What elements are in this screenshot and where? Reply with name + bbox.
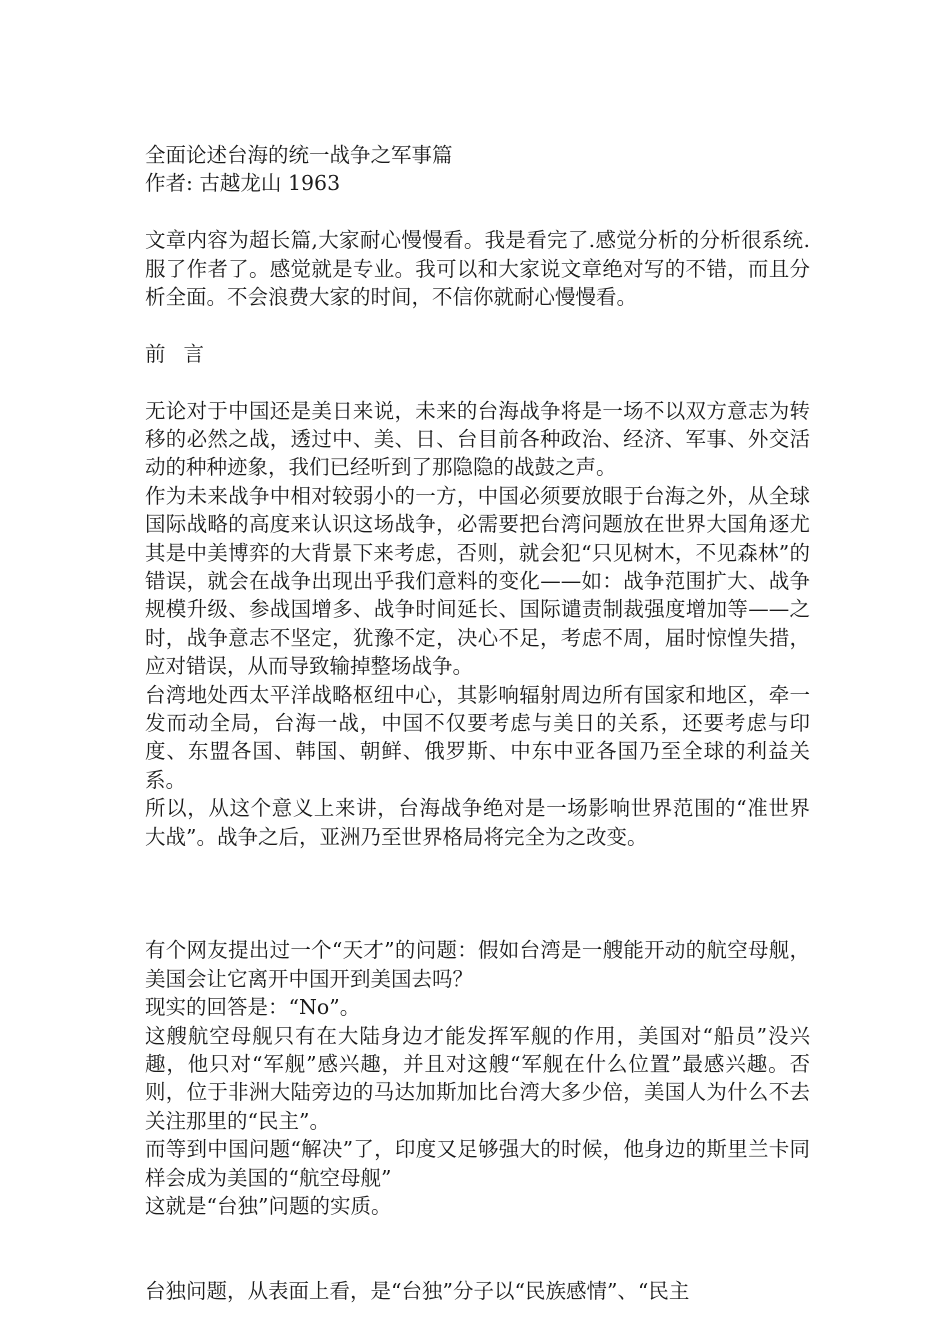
body-paragraph: 所以，从这个意义上来讲，台海战争绝对是一场影响世界范围的“准世界大战”。战争之后，亚洲乃至世界格局将完全为之改变。 — [145, 796, 810, 849]
body-paragraph: 台湾地处西太平洋战略枢纽中心，其影响辐射周边所有国家和地区，牵一发而动全局，台海一战，中国不仅要考虑与美日的关系，还要考虑与印度、东盟各国、韩国、朝鲜、俄罗斯、中东中亚各国乃至全球的利益关系。 — [145, 682, 810, 792]
spacer — [145, 198, 810, 226]
body-paragraph: 有个网友提出过一个“天才”的问题：假如台湾是一艘能开动的航空母舰，美国会让它离开中国开到美国去吗？ — [145, 938, 810, 991]
body-paragraph: 无论对于中国还是美日来说，未来的台海战争将是一场不以双方意志为转移的必然之战，透过中、美、日、台目前各种政治、经济、军事、外交活动的种种迹象，我们已经听到了那隐隐的战鼓之声。 — [145, 398, 810, 480]
body-paragraph: 现实的回答是：“No”。 — [145, 995, 361, 1020]
body-paragraph: 作为未来战争中相对较弱小的一方，中国必须要放眼于台海之外，从全球国际战略的高度来认识这场战争，必需要把台湾问题放在世界大国角逐尤其是中美博弈的大背景下来考虑，否则，就会犯“只见树木，不见森林”的错误，就会在战争出现出乎我们意料的变化——如：战争范围扩大、战争规模升级、参战国增多、战争时间延长、国际谴责制裁强度增加等——之时，战争意志不坚定，犹豫不定，决心不足，考虑不周，届时惊惶失措，应对错误，从而导致输掉整场战争。 — [145, 483, 810, 679]
document-body — [145, 141, 810, 1306]
spacer — [145, 1220, 810, 1277]
body-paragraph: 而等到中国问题“解决”了，印度又足够强大的时候，他身边的斯里兰卡同样会成为美国的“航空母舰” — [145, 1137, 810, 1190]
author-line: 作者: 古越龙山 1963 — [145, 171, 341, 196]
preface-char: 言 — [183, 341, 204, 366]
spacer — [145, 311, 810, 339]
body-paragraph: 台独问题，从表面上看，是“台独”分子以“民族感情”、“民主 — [145, 1279, 690, 1304]
document-title: 全面论述台海的统一战争之军事篇 — [145, 143, 453, 167]
spacer — [145, 851, 810, 936]
preface-heading — [145, 340, 810, 368]
intro-paragraph: 文章内容为超长篇,大家耐心慢慢看。我是看完了.感觉分析的分析很系统.服了作者了。感觉就是专业。我可以和大家说文章绝对写的不错，而且分析全面。不会浪费大家的时间，不信你就耐心慢慢看。 — [145, 228, 810, 310]
body-paragraph: 这艘航空母舰只有在大陆身边才能发挥军舰的作用，美国对“船员”没兴趣，他只对“军舰”感兴趣，并且对这艘“军舰在什么位置”最感兴趣。否则，位于非洲大陆旁边的马达加斯加比台湾大多少倍，美国人为什么不去关注那里的“民主”。 — [145, 1023, 810, 1133]
preface-char: 前 — [145, 341, 166, 366]
spacer — [145, 368, 810, 396]
body-paragraph: 这就是“台独”问题的实质。 — [145, 1193, 392, 1218]
